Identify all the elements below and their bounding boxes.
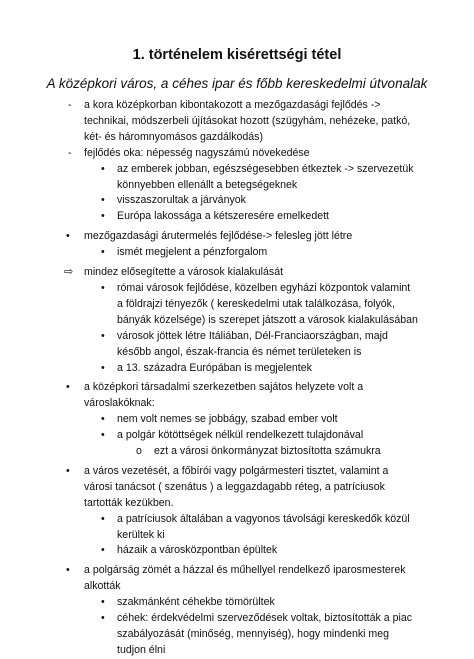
arrow-icon: ⇨ — [64, 266, 74, 279]
list-item-text: római városok fejlődése, közelben egyházi központok valamint a földrajzi tényezők ( kereskedelmi utak találkozása, folyók, bányák közelsége) is szerepet játszott a városok kialakulásában — [117, 281, 418, 326]
bullet-icon: • — [101, 361, 105, 374]
list-item-text: fejlődés oka: népesség nagyszámú növekedése — [84, 146, 310, 159]
list-item — [0, 512, 474, 544]
list-item — [0, 611, 474, 659]
list-item-text: városok jöttek létre Itáliában, Dél-Franciaországban, majd később angol, észak-francia és német területeken is — [117, 329, 388, 358]
dash-marker: - — [68, 146, 72, 159]
list-item-text: a polgárság zömét a házzal és műhellyel rendelkező iparosmesterek alkották — [84, 564, 406, 593]
circle-bullet-icon: o — [136, 445, 142, 458]
list-item — [0, 281, 474, 329]
document-subtitle: A középkori város, a céhes ipar és főbb kereskedelmi útvonalak — [46, 76, 428, 91]
bullet-icon: • — [101, 210, 105, 223]
list-item — [0, 329, 474, 361]
bullet-icon: • — [101, 194, 105, 207]
list-item-text: nem volt nemes se jobbágy, szabad ember volt — [117, 413, 338, 426]
bullet-icon: • — [101, 413, 105, 426]
bullet-icon: • — [101, 429, 105, 442]
list-item-text: házaik a városközpontban épültek — [117, 544, 278, 557]
list-item — [0, 229, 474, 245]
list-item-text: mezőgazdasági árutermelés fejlődése-> felesleg jött létre — [84, 230, 353, 243]
dash-marker: - — [68, 99, 72, 111]
list-item-text: mindez elősegítette a városok kialakulását — [84, 266, 284, 279]
bullet-icon: • — [66, 381, 70, 394]
list-item-text: a város vezetését, a főbírói vagy polgármesteri tisztet, valamint a városi tanácsot ( szenátus ) a leggazdagabb réteg, a patríciusok tartották kezükben. — [84, 464, 389, 509]
list-item-text: Európa lakossága a kétszeresére emelkedett — [117, 210, 329, 223]
bullet-icon: • — [66, 464, 70, 477]
list-item — [0, 193, 474, 209]
list-item-text: céhek: érdekvédelmi szerveződések voltak, biztosították a piac szabályozását (minőség, mennyiség), hogy mindenki meg tudjon élni — [117, 612, 413, 656]
list-item — [0, 265, 474, 281]
list-item-text: a patríciusok általában a vagyonos távolsági kereskedők közül kerültek ki — [117, 512, 410, 541]
bullet-icon: • — [101, 329, 105, 342]
bullet-icon: • — [66, 564, 70, 577]
list-item-text: az emberek jobban, egészségesebben étkeztek -> szervezetük könnyebben ellenállt a betegségeknek — [117, 162, 414, 191]
list-item — [0, 209, 474, 225]
bullet-icon: • — [101, 246, 105, 259]
list-item — [0, 464, 474, 512]
list-item — [0, 444, 474, 460]
list-item — [0, 543, 474, 559]
list-item — [0, 380, 474, 412]
list-item — [0, 412, 474, 428]
bullet-icon: • — [101, 162, 105, 175]
bullet-icon: • — [101, 281, 105, 294]
list-item — [0, 595, 474, 611]
bullet-icon: • — [101, 596, 105, 609]
bullet-icon: • — [66, 230, 70, 243]
bullet-icon: • — [101, 544, 105, 557]
list-item — [0, 162, 474, 194]
bullet-icon: • — [101, 612, 105, 625]
list-item — [0, 98, 474, 146]
list-item-text: a középkori társadalmi szerkezetben sajátos helyzete volt a városlakóknak: — [84, 381, 364, 410]
list-item — [0, 245, 474, 261]
document-title: 1. történelem kisérettségi tétel — [132, 47, 342, 63]
bullet-icon: • — [101, 512, 105, 525]
outline-list — [0, 98, 474, 659]
list-item — [0, 428, 474, 444]
list-item-text: visszaszorultak a járványok — [117, 194, 246, 207]
list-item — [0, 563, 474, 595]
list-item-text: a 13. századra Európában is megjelentek — [117, 361, 312, 374]
list-item — [0, 361, 474, 377]
list-item-text: szakmánként céhekbe tömörültek — [117, 596, 275, 609]
list-item — [0, 146, 474, 162]
list-item-text: ismét megjelent a pénzforgalom — [117, 246, 268, 259]
list-item-text: a polgár kötöttségek nélkül rendelkezett tulajdonával — [117, 429, 364, 442]
list-item-text: ezt a városi önkormányzat biztosította számukra — [154, 445, 381, 458]
list-item-text: a kora középkorban kibontakozott a mezőgazdasági fejlődés -> technikai, módszerbeli újításokat hozott (szügyhám, nehézeke, patkó, két- és háromnyomásos gazdálkodás) — [84, 99, 411, 143]
